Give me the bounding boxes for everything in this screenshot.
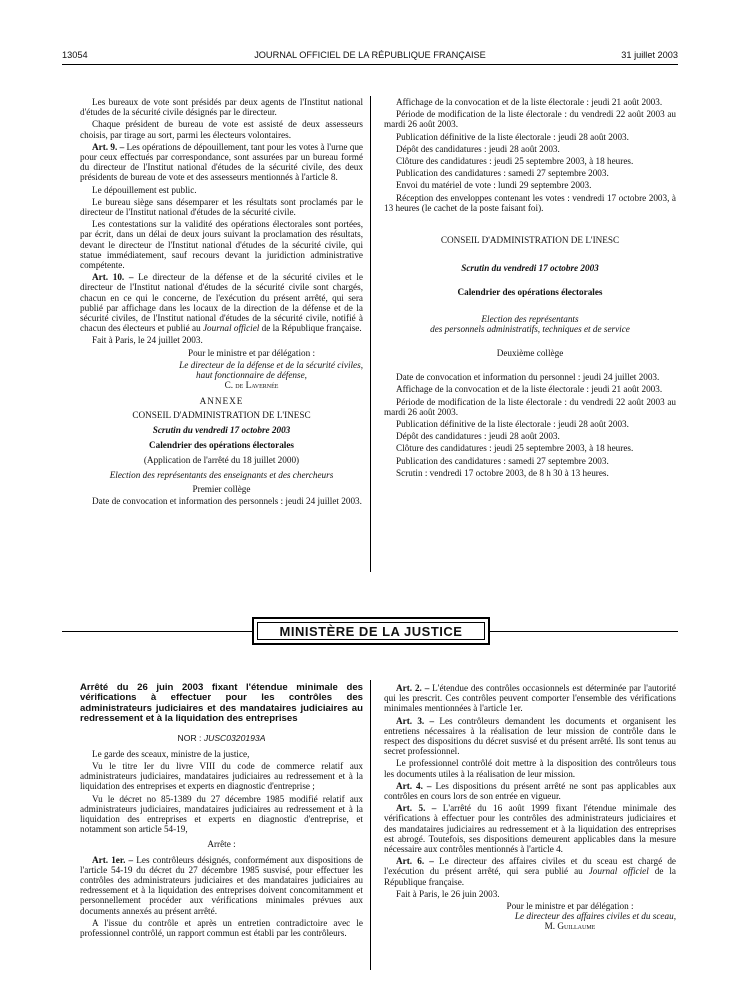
article-4 — [384, 781, 676, 801]
article-text: Les dispositions du présent arrêté ne sont pas applicables aux contrôles en cours lors de son entrée en vigueur. — [384, 780, 676, 802]
article-5 — [384, 803, 676, 854]
arrete-title: Arrêté du 26 juin 2003 fixant l'étendue minimale des vérifications à effectuer pour les contrôles des administrateurs judiciaires et des mandataires judiciaires au redressement et à la liquidation des entreprises — [80, 682, 363, 725]
column-divider-bottom — [370, 680, 371, 970]
article-text: Les opérations de dépouillement, tant pour les votes à l'urne que pour ceux effectués par correspondance, sont assurées par un bureau formé du directeur de l'Institut national d'études de la sécurité civile, des deux présidents de bureau de vote et des assesseurs mentionnés à l'article 8. — [80, 141, 363, 183]
article-label: Art. 5. – — [396, 803, 437, 814]
article-3 — [384, 716, 676, 757]
top-right-column — [384, 97, 676, 480]
application-note: (Application de l'arrêté du 18 juillet 2000) — [143, 455, 300, 466]
top-left-column — [80, 97, 363, 508]
header-rule — [62, 64, 678, 65]
calendar-item: Dépôt des candidatures : jeudi 28 août 2003. — [396, 431, 560, 442]
article-text: Les contrôleurs désignés, conformément aux dispositions de l'article 54-19 du décret du 27 décembre 1985 susvisé, pour effectuer les contrôles des administrateurs judiciaires et des mandataires judiciaires au redressement et à la liquidation des entreprises doivent concomitamment et personnellement procéder aux vérifications minimales prévues aux documents annexés au présent arrêté. — [80, 854, 364, 916]
paragraph: Vu le titre Ier du livre VIII du code de commerce relatif aux administrateurs judiciaires, mandataires judiciaires au redressement et à la liquidation des entreprises et experts en diagnostic d'entreprise ; — [80, 761, 363, 792]
article-10 — [80, 272, 363, 333]
scrutin-heading: Scrutin du vendredi 17 octobre 2003 — [461, 263, 599, 274]
election-heading: Election des représentants des enseignants et des chercheurs — [109, 469, 334, 480]
paragraph: Les bureaux de vote sont présidés par deux agents de l'Institut national d'études de la sécurité civile désignés par le directeur. — [80, 97, 363, 118]
college-heading: Deuxième collège — [496, 348, 564, 359]
article-text-end: de la République française. — [259, 323, 362, 334]
journal-title: JOURNAL OFFICIEL DE LA RÉPUBLIQUE FRANÇAISE — [254, 50, 486, 60]
article-text: L'étendue des contrôles occasionnels est déterminée par l'autorité qui les prescrit. Ces contrôles peuvent comporter l'ensemble des vérifications minimales mentionnées à l'article 1er. — [384, 683, 677, 714]
calendar-item: Scrutin : vendredi 17 octobre 2003, de 8 h 30 à 13 heures. — [396, 467, 609, 478]
article-label: Art. 4. – — [396, 780, 432, 791]
signature-line-2: Le directeur de la défense et de la sécurité civiles, — [179, 359, 363, 370]
article-label: Art. 1er. – — [92, 854, 134, 865]
paragraph: Le dépouillement est public. — [92, 184, 197, 195]
ministry-banner — [252, 617, 490, 645]
calendar-item: Clôture des candidatures : jeudi 25 septembre 2003, à 18 heures. — [396, 443, 634, 454]
calendrier-heading: Calendrier des opérations électorales — [457, 287, 603, 298]
article-label: Art. 10. – — [92, 272, 134, 283]
paragraph: A l'issue du contrôle et après un entretien contradictoire avec le professionnel contrôlé, un rapport commun est établi par les contrôleurs. — [80, 917, 363, 939]
column-divider — [370, 96, 371, 572]
article-2 — [384, 683, 676, 714]
bottom-left-column — [80, 683, 363, 940]
page-number: 13054 — [62, 50, 88, 60]
signature-line-1: Pour le ministre et par délégation : — [187, 347, 316, 358]
paragraph: Chaque président de bureau de vote est assisté de deux assesseurs choisis, par tirage au sort, parmi les électeurs volontaires. — [80, 119, 363, 140]
paragraph: Les contestations sur la validité des opérations électorales sont portées, par écrit, dans un délai de deux jours suivant la proclamation des résultats, devant le directeur de l'Institut national d'études de la sécurité civile, qui statue immédiatement, sauf recours devant la juridiction administrative compétente. — [80, 219, 363, 271]
journal-officiel: Journal officiel — [588, 866, 649, 877]
annexe-heading: ANNEXE — [199, 396, 244, 407]
paragraph: Le professionnel contrôlé doit mettre à la disposition des contrôleurs tous les documents utiles à la réalisation de leur mission. — [384, 758, 676, 779]
article-text-end: de la République française. — [384, 866, 676, 887]
nor-reference — [80, 733, 363, 743]
article-text: Le directeur de la défense et de la sécurité civiles et le directeur de l'Institut national d'études de la sécurité civile sont chargés, chacun en ce qui le concerne, de l'exécution du présent arrêté, qui sera publié par affichage dans les locaux de la direction de la défense et de la sécurité civiles, de l'Institut national d'études de la sécurité civile, notifié à chacun des électeurs et publié au — [80, 272, 363, 334]
article-6 — [384, 856, 676, 887]
journal-officiel: Journal officiel — [202, 323, 260, 334]
paragraph: Date de convocation et information des personnels : jeudi 24 juillet 2003. — [92, 495, 362, 506]
election-heading-1: Election des représentants — [481, 313, 579, 324]
calendar-item: Affichage de la convocation et de la liste électorale : jeudi 21 août 2003. — [396, 97, 663, 107]
calendar-item: Envoi du matériel de vote : lundi 29 septembre 2003. — [396, 180, 592, 191]
calendar-item: Dépôt des candidatures : jeudi 28 août 2003. — [396, 143, 560, 154]
signatory-name: M. Guillaume — [544, 921, 596, 932]
calendar-item: Période de modification de la liste électorale : du vendredi 22 août 2003 au mardi 26 août 2003. — [384, 396, 676, 417]
signature-line-1: Pour le ministre et par délégation : — [506, 901, 634, 912]
calendar-item: Clôture des candidatures : jeudi 25 septembre 2003, à 18 heures. — [396, 156, 634, 167]
calendar-item: Publication des candidatures : samedi 27 septembre 2003. — [396, 168, 609, 179]
ministry-rule-right — [490, 631, 678, 632]
article-label: Art. 6. – — [396, 856, 434, 867]
conseil-heading: CONSEIL D'ADMINISTRATION DE L'INESC — [440, 235, 620, 246]
calendar-item: Publication définitive de la liste électorale : jeudi 28 août 2003. — [396, 131, 629, 142]
scrutin-heading: Scrutin du vendredi 17 octobre 2003 — [152, 424, 291, 435]
paragraph: Le garde des sceaux, ministre de la justice, — [92, 748, 250, 759]
calendar-item: Date de convocation et information du personnel : jeudi 24 juillet 2003. — [396, 372, 660, 383]
calendar-item: Publication des candidatures : samedi 27 septembre 2003. — [396, 455, 609, 466]
election-heading-2: des personnels administratifs, techniques et de service — [430, 323, 630, 334]
calendar-item: Réception des enveloppes contenant les votes : vendredi 17 octobre 2003, à 13 heures (le cachet de la poste faisant foi). — [384, 192, 676, 213]
page-header — [62, 50, 678, 64]
calendrier-heading: Calendrier des opérations électorales — [148, 440, 294, 451]
article-9 — [80, 142, 363, 183]
article-text: Les contrôleurs demandent les documents et organisent les entretiens nécessaires à la réalisation de leur mission de contrôle dans le respect des dispositions du décret susvisé et du présent arrêté. Ils sont tenus au secret professionnel. — [384, 715, 676, 757]
article-text: Le directeur des affaires civiles et du sceau est chargé de l'exécution du présent arrêté, qui sera publié au — [384, 856, 676, 877]
arrete-heading: Arrête : — [207, 839, 236, 850]
issue-date: 31 juillet 2003 — [621, 50, 678, 60]
conseil-heading: CONSEIL D'ADMINISTRATION DE L'INESC — [132, 409, 311, 420]
bottom-right-column — [384, 683, 676, 934]
nor-code: JUSC0320193A — [203, 732, 266, 743]
signature-line-2: Le directeur des affaires civiles et du sceau, — [514, 911, 676, 922]
ministry-title: MINISTÈRE DE LA JUSTICE — [257, 622, 485, 640]
college-heading: Premier collège — [192, 483, 251, 494]
signature-line-3: haut fonctionnaire de défense, — [196, 370, 307, 381]
calendar-item: Affichage de la convocation et de la liste électorale : jeudi 21 août 2003. — [396, 384, 663, 395]
signatory-name: C. de Lavernée — [224, 380, 279, 391]
nor-label: NOR : — [177, 732, 204, 743]
ministry-rule-left — [62, 631, 252, 632]
signing-place-date: Fait à Paris, le 26 juin 2003. — [396, 888, 500, 899]
calendar-item: Publication définitive de la liste électorale : jeudi 28 août 2003. — [396, 419, 629, 430]
calendar-item: Période de modification de la liste électorale : du vendredi 22 août 2003 au mardi 26 août 2003. — [384, 109, 676, 130]
paragraph: Vu le décret no 85-1389 du 27 décembre 1985 modifié relatif aux administrateurs judiciaires, mandataires judiciaires au redressement et à la liquidation des entreprises et experts en diagnostic d'entreprise, et notamment son article 54-19, — [80, 793, 363, 835]
article-label: Art. 2. – — [396, 683, 430, 693]
article-1 — [80, 855, 363, 916]
article-label: Art. 3. – — [396, 715, 435, 726]
signing-place-date: Fait à Paris, le 24 juillet 2003. — [92, 335, 203, 346]
article-text: L'arrêté du 16 août 1999 fixant l'étendue minimale des vérifications à effectuer pour les contrôles des administrateurs judiciaires et des mandataires judiciaires au redressement et à la liquidation des entreprises est abrogé. Toutefois, ses dispositions demeurent applicables dans la mesure nécessaire aux contrôles mentionnés à l'article 4. — [384, 803, 676, 855]
article-label: Art. 9. – — [92, 141, 125, 152]
paragraph: Le bureau siège sans désemparer et les résultats sont proclamés par le directeur de l'Institut national d'études de la sécurité civile. — [80, 196, 363, 218]
